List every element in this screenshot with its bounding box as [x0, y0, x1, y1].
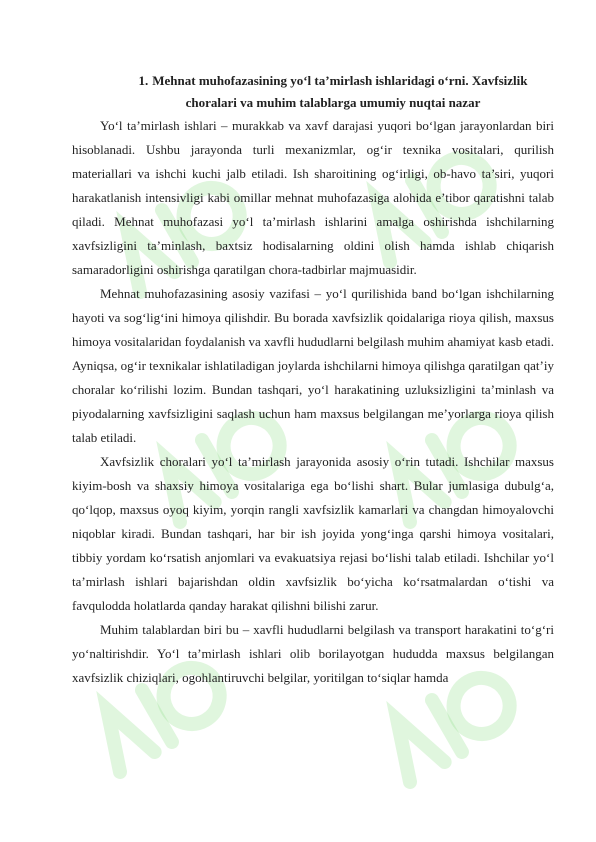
heading-text-1: Mehnat muhofazasining yo‘l ta’mirlash ishlaridagi o‘rni. Xavfsizlik — [152, 73, 528, 88]
paragraph-2: Mehnat muhofazasining asosiy vazifasi – yo‘l qurilishida band bo‘lgan ishchilarning hayoti va sog‘lig‘ini himoya qilishdir. Bu borada xavfsizlik qoidalariga rioya qilish, maxsus himoya vositalaridan foydalanish va xavfli hududlarni belgilash muhim ahamiyat kasb etadi. Ayniqsa, og‘ir texnikalar ishlatiladigan joylarda ishchilarni himoya qilishga qaratilgan qat’iy choralar ko‘rilishi lozim. Bundan tashqari, yo‘l harakatining uzluksizligini ta’minlash va piyodalarning xavfsizligini saqlash uchun ham maxsus belgilangan me’yorlarga rioya qilish talab etiladi. — [72, 286, 554, 445]
paragraph-4: Muhim talablardan biri bu – xavfli hududlarni belgilash va transport harakatini to‘g‘ri yo‘naltirishdir. Yo‘l ta’mirlash ishlari olib borilayotgan hududda maxsus belgilangan xavfsizlik chiziqlari, ogohlantiruvchi belgilar, yoritilgan to‘siqlar hamda — [72, 622, 554, 685]
document-body — [72, 70, 554, 690]
heading-line-2: choralari va muhim talablarga umumiy nuqtai nazar — [185, 95, 481, 110]
paragraph-1: Yo‘l ta’mirlash ishlari – murakkab va xavf darajasi yuqori bo‘lgan jarayonlardan biri hisoblanadi. Ushbu jarayonda turli mexanizmlar, og‘ir texnika vositalari, qurilish materiallari va ishchi kuchi jalb etiladi. Ish sharoitining og‘irligi, ob-havo ta’siri, yuqori harakatlanish intensivligi kabi omillar mehnat muhofazasiga alohida e’tibor qaratishni talab qiladi. Mehnat muhofazasi yo‘l ta’mirlash ishlarini amalga oshirishda ishchilarning xavfsizligini ta’minlash, baxtsiz hodisalarning oldini olish hamda ishlab chiqarish samaradorligini oshirishga qaratilgan chora-tadbirlar majmuasidir. — [72, 118, 554, 277]
heading-number: 1. — [138, 73, 149, 88]
heading-line-1 — [112, 70, 554, 92]
section-heading — [72, 70, 554, 114]
paragraph-3: Xavfsizlik choralari yo‘l ta’mirlash jarayonida asosiy o‘rin tutadi. Ishchilar maxsus kiyim-bosh va shaxsiy himoya vositalariga ega bo‘lishi shart. Bular jumlasiga dubulg‘a, qo‘lqop, maxsus oyoq kiyim, yorqin rangli xavfsizlik kamarlari va changdan himoyalovchi niqoblar kiradi. Bundan tashqari, har bir ish joyida yong‘inga qarshi himoya vositalari, tibbiy yordam ko‘rsatish anjomlari va evakuatsiya rejasi bo‘lishi talab etiladi. Ishchilar yo‘l ta’mirlash ishlari bajarishdan oldin xavfsizlik bo‘yicha ko‘rsatmalardan o‘tishi va favqulodda holatlarda qanday harakat qilishni bilishi zarur. — [72, 454, 554, 613]
